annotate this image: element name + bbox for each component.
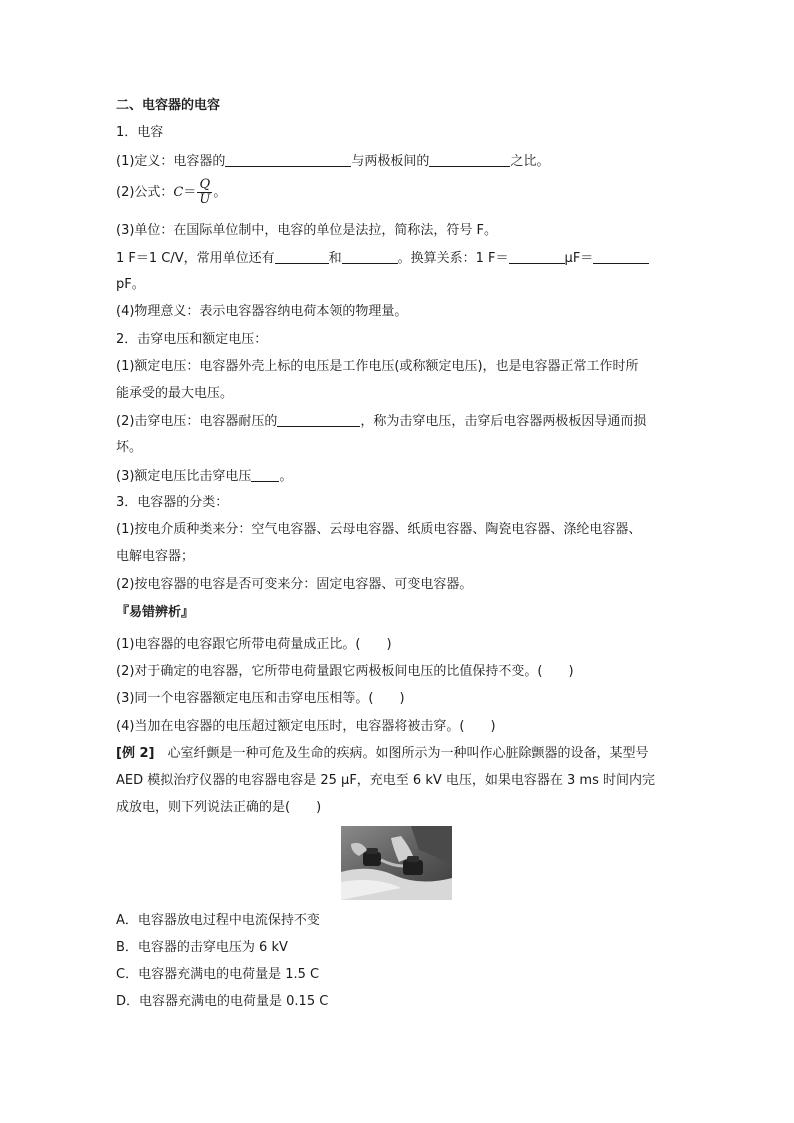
answer-blank-4[interactable] <box>342 249 398 264</box>
example-label: [例 2] <box>116 746 155 761</box>
heading-voltage: 2．击穿电压和额定电压： <box>116 332 268 347</box>
analysis-item: (4)当加在电容器的电压超过额定电压时，电容器将被击穿。( ) <box>116 719 496 734</box>
formula-numerator: Q <box>197 178 212 193</box>
conversion-line-end: pF。 <box>116 277 145 292</box>
answer-blank-2[interactable] <box>429 152 510 167</box>
class2-line: (2)按电容器的电容是否可变来分：固定电容器、可变电容器。 <box>116 577 473 592</box>
breakdown-line-2: 坏。 <box>116 440 143 455</box>
formula-denominator: U <box>199 192 211 207</box>
rated-voltage-line-1: (1)额定电压：电容器外壳上标的电压是工作电压(或称额定电压)，也是电容器正常工作时所 <box>116 359 639 374</box>
formula-line <box>116 177 226 209</box>
answer-blank-6[interactable] <box>593 249 649 264</box>
example-line-3: 成放电，则下列说法正确的是( ) <box>116 800 322 815</box>
conversion-text-b: 和 <box>328 251 342 266</box>
compare-text-b: 。 <box>279 469 293 484</box>
definition-line <box>116 152 549 171</box>
answer-blank-7[interactable] <box>277 412 360 427</box>
unit-line: (3)单位：在国际单位制中，电容的单位是法拉，简称法，符号 F。 <box>116 223 498 238</box>
example-line-2: AED 模拟治疗仪器的电容器电容是 25 μF，充电至 6 kV 电压，如果电容器在 3 ms 时间内完 <box>116 773 655 788</box>
analysis-item: (3)同一个电容器额定电压和击穿电压相等。( ) <box>116 691 405 706</box>
formula-c: C <box>173 185 184 200</box>
meaning-line: (4)物理意义：表示电容器容纳电荷本领的物理量。 <box>116 304 408 319</box>
conversion-text-d: μF＝ <box>564 251 594 266</box>
analysis-title: 『易错辨析』 <box>116 605 195 620</box>
definition-text-c: 之比。 <box>510 154 550 169</box>
class1-line-1: (1)按电介质种类来分：空气电容器、云母电容器、纸质电容器、陶瓷电容器、涤纶电容器、 <box>116 522 642 537</box>
class1-line-2: 电解电容器； <box>116 549 195 564</box>
defibrillator-photo-graphic <box>341 826 452 900</box>
compare-text-a: (3)额定电压比击穿电压 <box>116 469 252 484</box>
formula-label: (2)公式： <box>116 185 174 200</box>
heading-classification: 3．电容器的分类： <box>116 495 229 510</box>
section-title: 二、电容器的电容 <box>116 98 221 113</box>
breakdown-line <box>116 412 646 431</box>
option-a[interactable]: A．电容器放电过程中电流保持不变 <box>116 913 320 928</box>
answer-blank-5[interactable] <box>509 249 565 264</box>
heading-capacitance: 1．电容 <box>116 125 164 140</box>
definition-text-b: 与两极板间的 <box>351 154 430 169</box>
option-d[interactable]: D．电容器充满电的电荷量是 0.15 C <box>116 994 329 1009</box>
analysis-item: (2)对于确定的电容器，它所带电荷量跟它两极板间电压的比值保持不变。( ) <box>116 664 574 679</box>
option-c[interactable]: C．电容器充满电的电荷量是 1.5 C <box>116 967 320 982</box>
formula-end: 。 <box>213 185 227 200</box>
analysis-item: (1)电容器的电容跟它所带电荷量成正比。( ) <box>116 637 392 652</box>
example-text-1: 心室纤颤是一种可危及生命的疾病。如图所示为一种叫作心脏除颤器的设备，某型号 <box>154 746 649 761</box>
compare-line <box>116 467 292 486</box>
conversion-line <box>116 249 649 268</box>
formula-equals: ＝ <box>183 185 197 200</box>
answer-blank-3[interactable] <box>275 249 329 264</box>
answer-blank-8[interactable] <box>251 467 279 482</box>
answer-blank-1[interactable] <box>225 152 351 167</box>
formula-fraction <box>197 178 212 207</box>
breakdown-text-a: (2)击穿电压：电容器耐压的 <box>116 414 278 429</box>
conversion-text-c: 。换算关系：1 F＝ <box>397 251 509 266</box>
example-line-1 <box>116 745 648 763</box>
defibrillator-photo <box>341 826 452 900</box>
breakdown-text-b: ，称为击穿电压，击穿后电容器两极板因导通而损 <box>360 414 647 429</box>
rated-voltage-line-2: 能承受的最大电压。 <box>116 386 234 401</box>
conversion-text-a: 1 F＝1 C/V，常用单位还有 <box>116 251 275 266</box>
definition-text-a: (1)定义：电容器的 <box>116 154 226 169</box>
option-b[interactable]: B．电容器的击穿电压为 6 kV <box>116 940 288 955</box>
